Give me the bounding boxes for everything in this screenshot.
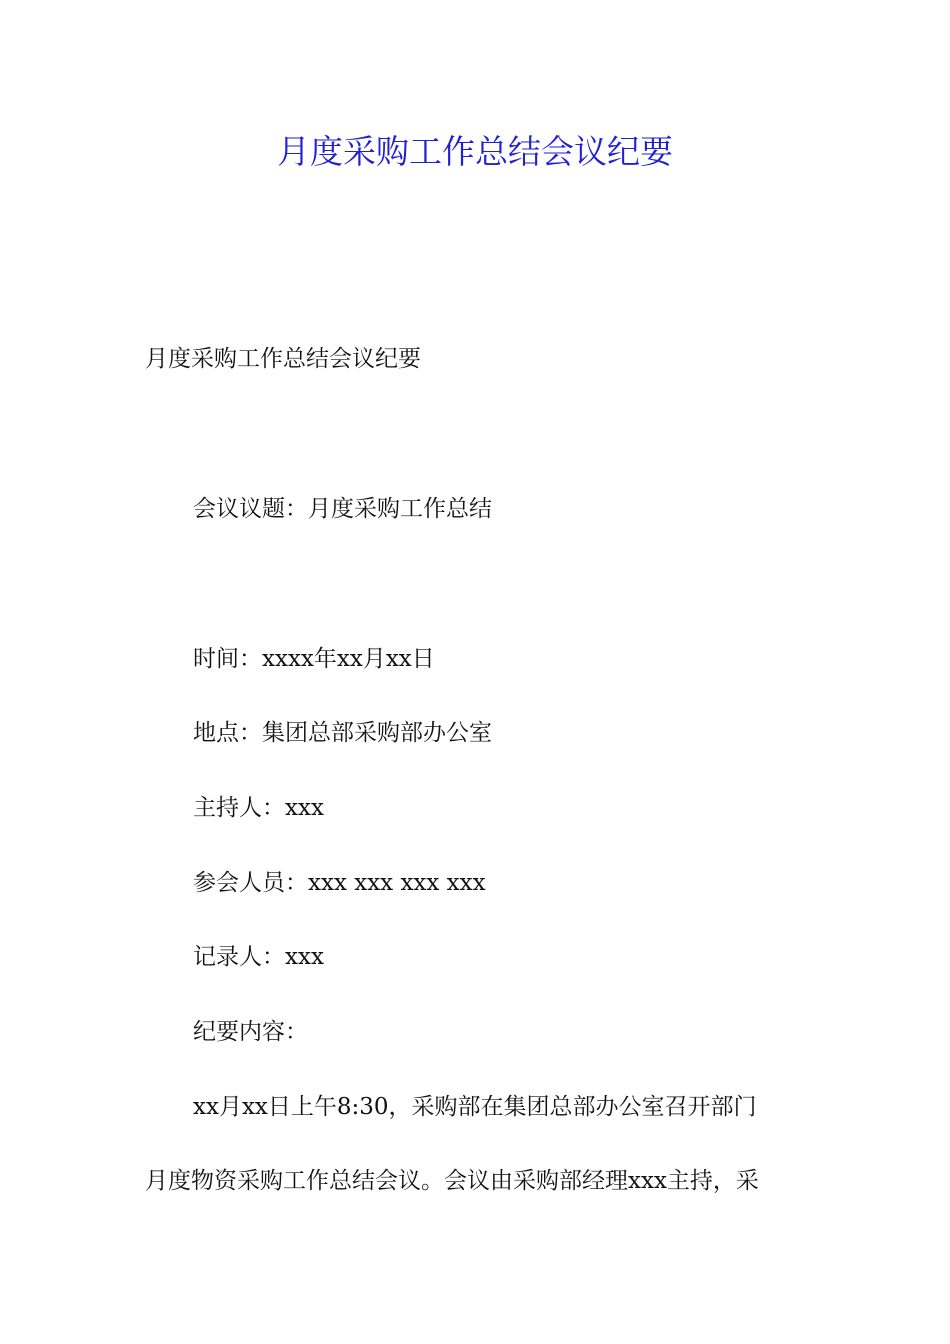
summary-label: 纪要内容： — [193, 1019, 308, 1045]
meeting-host: 主持人：xxx — [193, 795, 324, 821]
meeting-topic: 会议议题：月度采购工作总结 — [193, 496, 492, 522]
document-subtitle: 月度采购工作总结会议纪要 — [145, 346, 421, 372]
document-title: 月度采购工作总结会议纪要 — [277, 132, 673, 171]
meeting-place: 地点：集团总部采购部办公室 — [193, 720, 492, 746]
paragraph-line: 月度物资采购工作总结会议。会议由采购部经理xxx主持，采 — [145, 1168, 759, 1194]
meeting-time: 时间：xxxx年xx月xx日 — [193, 646, 435, 672]
meeting-recorder: 记录人：xxx — [193, 944, 324, 970]
meeting-attendees: 参会人员：xxx xxx xxx xxx — [193, 870, 486, 896]
paragraph-line: xx月xx日上午8:30，采购部在集团总部办公室召开部门 — [193, 1094, 757, 1120]
